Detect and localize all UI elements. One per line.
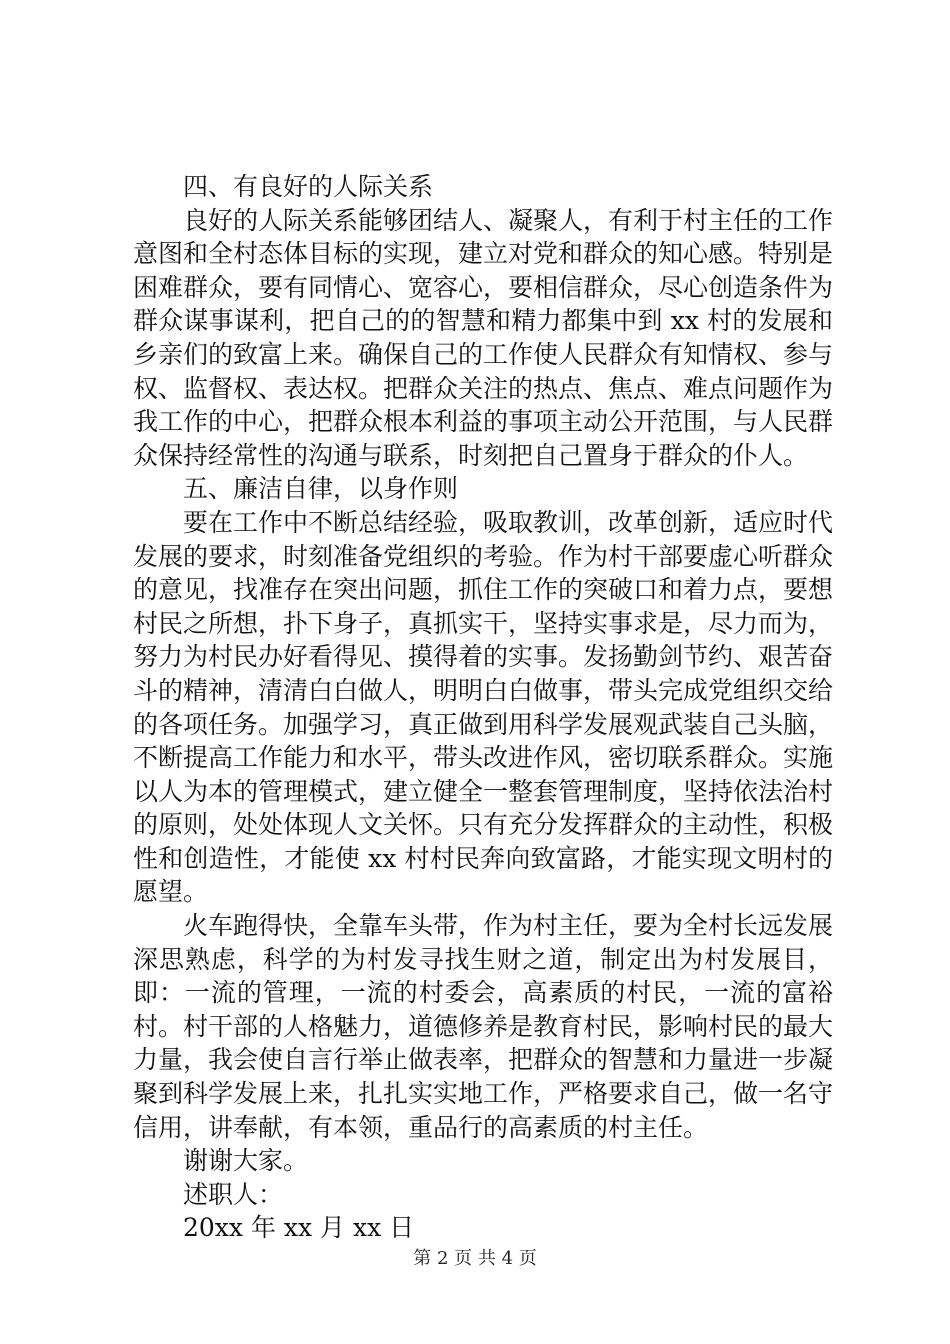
section-4-paragraph: 良好的人际关系能够团结人、凝聚人，有利于村主任的工作意图和全村态体目标的实现，建立对党和群众的知心感。特别是困难群众，要有同情心、宽容心，要相信群众，尽心创造条件为群众谋事谋利，把自己的的智慧和精力都集中到 xx 村的发展和乡亲们的致富上来。确保自己的工作使人民群众有知情权、参与权、监督权、表达权。把群众关注的热点、焦点、难点问题作为我工作的中心，把群众根本利益的事项主动公开范围，与人民群众保持经常性的沟通与联系，时刻把自己置身于群众的仆人。 — [133, 205, 834, 470]
date-line: 20xx 年 xx 月 xx 日 — [183, 1213, 415, 1243]
page-footer: 第 2 页 共 4 页 — [413, 1248, 537, 1269]
thanks-line: 谢谢大家。 — [183, 1146, 309, 1176]
speaker-label: 述职人： — [183, 1179, 284, 1209]
section-4-heading: 四、有良好的人际关系 — [183, 172, 434, 201]
section-5-heading: 五、廉洁自律，以身作则 — [183, 474, 459, 504]
section-5-paragraph: 要在工作中不断总结经验，吸取教训，改革创新，适应时代发展的要求，时刻准备党组织的考验。作为村干部要虚心听群众的意见，找准存在突出问题，抓住工作的突破口和着力点，要想村民之所想，扑下身子，真抓实干，坚持实事求是，尽力而为，努力为村民办好看得见、摸得着的实事。发扬勤剑节约、艰苦奋斗的精神，清清白白做人，明明白白做事，带头完成党组织交给的各项任务。加强学习，真正做到用科学发展观武装自己头脑，不断提高工作能力和水平，带头改进作风，密切联系群众。实施以人为本的管理模式，建立健全一整套管理制度，坚持依法治村的原则，处处体现人文关怀。只有充分发挥群众的主动性，积极性和创造性，才能使 xx 村村民奔向致富路，才能实现文明村的愿望。 — [133, 507, 834, 907]
document-body — [133, 170, 833, 1245]
closing-paragraph: 火车跑得快，全靠车头带，作为村主任，要为全村长远发展深思熟虑，科学的为村发寻找生财之道，制定出为村发展目，即：一流的管理，一流的村委会，高素质的村民，一流的富裕村。村干部的人格魅力，道德修养是教育村民，影响村民的最大力量，我会使自言行举止做表率，把群众的智慧和力量进一步凝聚到科学发展上来，扎扎实实地工作，严格要求自己，做一名守信用，讲奉献，有本领，重品行的高素质的村主任。 — [133, 911, 834, 1142]
